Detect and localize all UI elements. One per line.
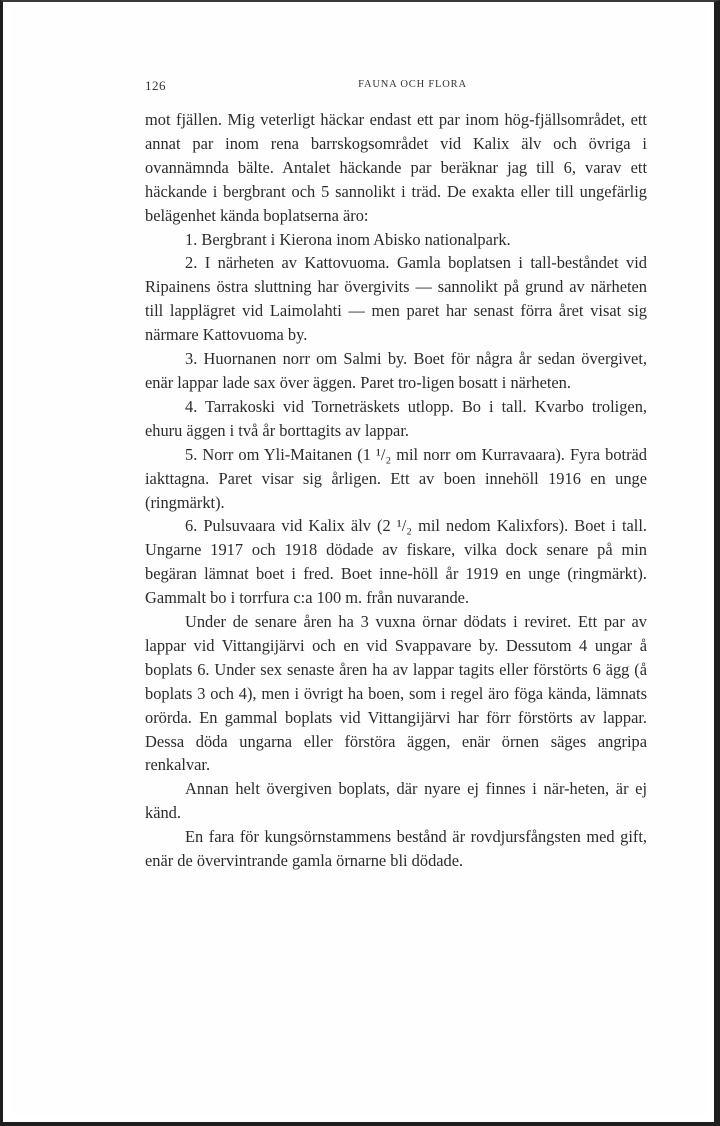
paragraph-site-3: 3. Huornanen norr om Salmi by. Boet för några år sedan övergivet, enär lappar lade sax över äggen. Paret tro-ligen bosatt i närheten. <box>145 349 647 392</box>
paragraph-losses: Under de senare åren ha 3 vuxna örnar dödats i reviret. Ett par av lappar vid Vittangijärvi och en vid Svappavare by. Dessutom 4 ungar å boplats 6. Under sex senaste åren ha av lappar tagits eller förstörts 6 ägg (å boplats 3 och 4), men i övrigt ha boen, som i regel äro föga kända, lämnats orörda. En gammal boplats vid Vittangijärvi har förr förstörts av lappar. Dessa döda ungarna eller förstöra äggen, enär örnen säges angripa renkalvar. <box>145 612 647 775</box>
paragraph-poison: En fara för kungsörnstammens bestånd är rovdjursfångsten med gift, enär de övervintrande gamla örnarne bli dödade. <box>145 827 647 871</box>
paragraph-site-1: 1. Bergbrant i Kierona inom Abisko nationalpark. <box>185 229 511 249</box>
paragraph-site-5: 5. Norr om Yli-Maitanen (1 ¹/₂ mil norr om Kurravaara). Fyra boträd iakttagna. Paret visar sig årligen. Ett av boen innehöll 1916 en unge (ringmärkt). <box>145 444 647 512</box>
book-page <box>10 8 706 1116</box>
paragraph-site-2: 2. I närheten av Kattovuoma. Gamla boplatsen i tall-beståndet vid Ripainens östra sluttning har övergivits — sannolikt på grund av närheten till lapplägret vid Laimolahti — men paret har senast förra året visat sig närmare Kattovuoma by. <box>145 253 647 345</box>
paragraph-intro: mot fjällen. Mig veterligt häckar endast ett par inom hög-fjällsområdet, ett annat par inom rena barrskogsområdet vid Kalix älv och övriga i ovannämnda bälte. Antalet häckande par beräknar jag till 6, varav ett häckande i bergbrant och 5 sannolikt i träd. De exakta eller till ungefärlig belägenhet kända boplatserna äro: <box>145 110 647 225</box>
paragraph-site-4: 4. Tarrakoski vid Torneträskets utlopp. Bo i tall. Kvarbo troligen, ehuru äggen i två år borttagits av lappar. <box>145 396 647 440</box>
paragraph-site-6: 6. Pulsuvaara vid Kalix älv (2 ¹/₂ mil nedom Kalixfors). Boet i tall. Ungarne 1917 och 1918 dödade av fiskare, vilka dock senare på min begäran lämnat boet i fred. Boet inne-höll år 1919 en unge (ringmärkt). Gammalt bo i torrfura c:a 100 m. från nuvarande. <box>145 516 647 608</box>
running-title: FAUNA OCH FLORA <box>358 79 467 90</box>
body-text <box>145 108 647 873</box>
running-header <box>145 78 650 94</box>
paragraph-abandoned: Annan helt övergiven boplats, där nyare ej finnes i när-heten, är ej känd. <box>145 779 647 823</box>
page-number: 126 <box>145 78 166 93</box>
